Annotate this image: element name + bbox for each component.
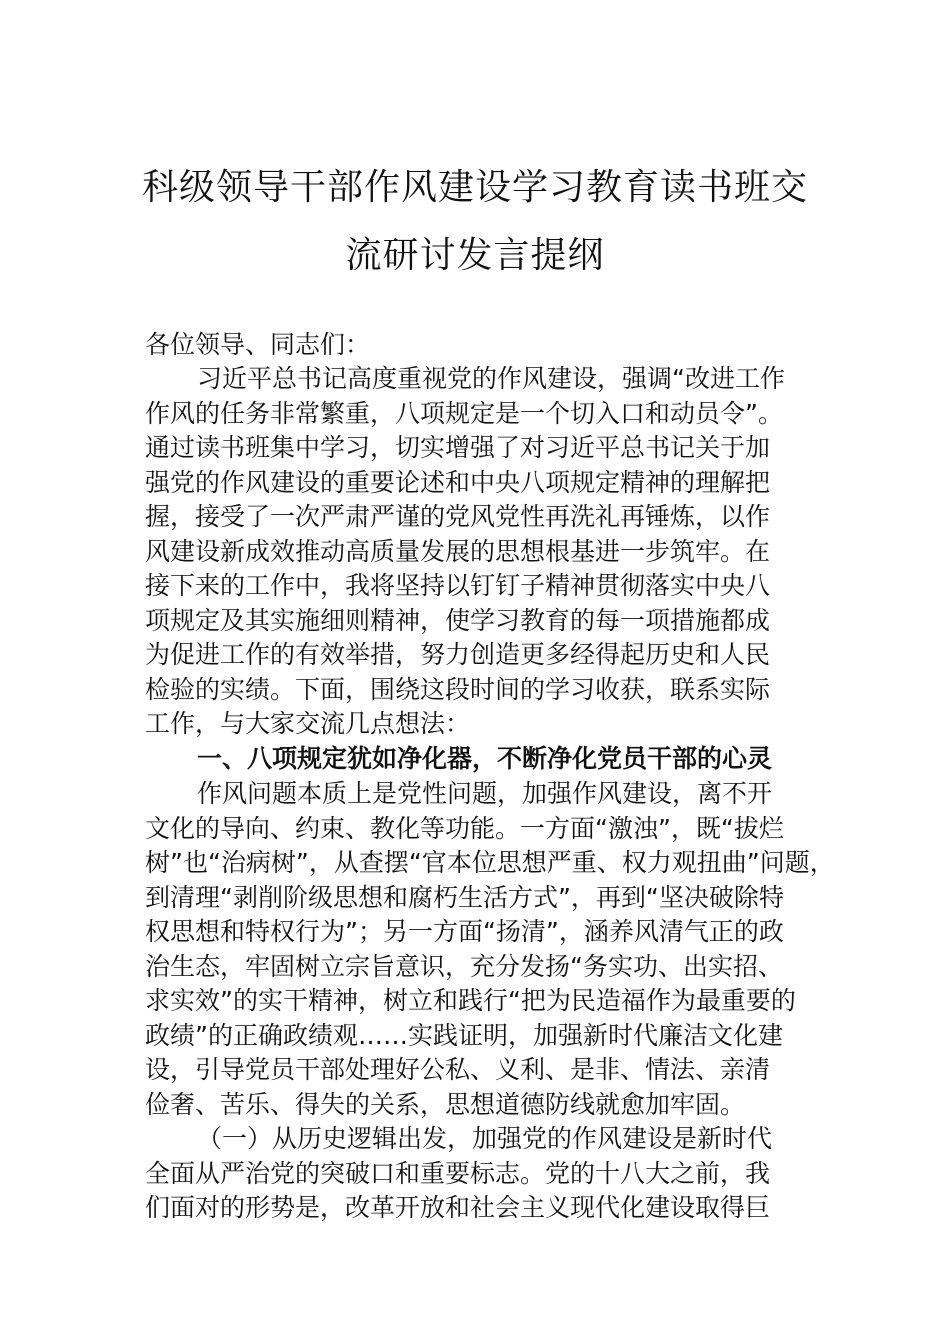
paragraph-line: 全面从严治党的突破口和重要标志。党的十八大之前，我 <box>145 1158 771 1188</box>
section-heading-1 <box>145 742 813 777</box>
paragraph-line: 权思想和特权行为”；另一方面“扬清”，涵养风清气正的政 <box>145 917 784 946</box>
paragraph-line: 们面对的形势是，改革开放和社会主义现代化建设取得巨 <box>145 1193 771 1222</box>
paragraph-line: 检验的实绩。下面，围绕这段时间的学习收获，联系实际 <box>145 674 771 704</box>
paragraph-subsection-1 <box>145 1122 813 1226</box>
section-heading-text: 一、八项规定犹如净化器，不断净化党员干部的心灵 <box>197 744 773 773</box>
paragraph-line: 文化的导向、约束、教化等功能。一方面“激浊”，既“拔烂 <box>145 813 784 843</box>
paragraph-line: 工作，与大家交流几点想法： <box>145 709 471 738</box>
paragraph-line: 握，接受了一次严肃严谨的党风党性再洗礼再锤炼，以作 <box>145 502 771 531</box>
paragraph-line: 政绩”的正确政绩观……实践证明，加强新时代廉洁文化建 <box>145 1020 783 1050</box>
paragraph-line: 到清理“剥削阶级思想和腐朽生活方式”，再到“坚决破除特 <box>145 882 784 912</box>
paragraph-line: 为促进工作的有效举措，努力创造更多经得起历史和人民 <box>145 640 771 669</box>
document-title-line-1: 科级领导干部作风建设学习教育读书班交 <box>141 167 808 208</box>
paragraph-section-1 <box>145 777 835 1122</box>
paragraph-line: 项规定及其实施细则精神，使学习教育的每一项措施都成 <box>145 605 771 635</box>
paragraph-line: 作风的任务非常繁重，八项规定是一个切入口和动员令”。 <box>145 398 783 428</box>
paragraph-line: 树”也“治病树”，从查摆“官本位思想严重、权力观扭曲”问题， <box>145 848 835 877</box>
paragraph-line: 习近平总书记高度重视党的作风建设，强调“改进工作 <box>197 364 785 393</box>
paragraph-line: （一）从历史逻辑出发，加强党的作风建设是新时代 <box>197 1124 773 1153</box>
document-title-line-2: 流研讨发言提纲 <box>345 235 605 276</box>
paragraph-line: 治生态，牢固树立宗旨意识，充分发扬“务实功、出实招、 <box>145 951 783 981</box>
paragraph-line: 设，引导党员干部处理好公私、义利、是非、情法、亲清 <box>145 1055 771 1084</box>
paragraph-intro <box>145 362 813 742</box>
paragraph-line: 俭奢、苦乐、得失的关系，思想道德防线就愈加牢固。 <box>145 1089 746 1119</box>
paragraph-line: 通过读书班集中学习，切实增强了对习近平总书记关于加 <box>145 433 771 462</box>
paragraph-line: 风建设新成效推动高质量发展的思想根基进一步筑牢。在 <box>145 536 771 566</box>
paragraph-line: 接下来的工作中，我将坚持以钉钉子精神贯彻落实中央八 <box>145 571 771 600</box>
salutation: 各位领导、同志们： <box>145 330 371 359</box>
paragraph-line: 作风问题本质上是党性问题，加强作风建设，离不开 <box>197 779 773 808</box>
paragraph-line: 求实效”的实干精神，树立和践行“把为民造福作为最重要的 <box>145 986 796 1015</box>
paragraph-line: 强党的作风建设的重要论述和中央八项规定精神的理解把 <box>145 467 771 497</box>
